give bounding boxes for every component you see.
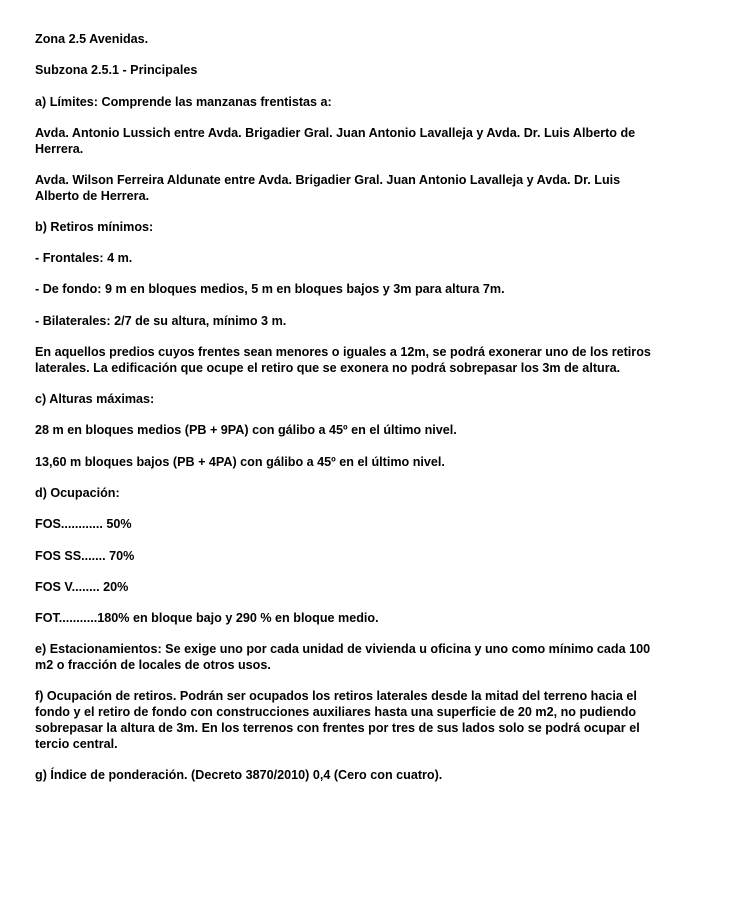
section-d-heading: d) Ocupación: [35,485,120,500]
section-g-weighting-index: g) Índice de ponderación. (Decreto 3870/2010) 0,4 (Cero con cuatro). [35,767,443,782]
section-b-heading: b) Retiros mínimos: [35,219,154,234]
fos-v-value: FOS V........ 20% [35,579,129,594]
section-e-parking: e) Estacionamientos: Se exige uno por cada unidad de vivienda u oficina y uno como mínimo cada 100 m2 o fracción de locales de otros usos. [35,642,651,673]
limit-avenue-2: Avda. Wilson Ferreira Aldunate entre Avda. Brigadier Gral. Juan Antonio Lavalleja y Avda. Dr. Luis Alberto de Herrera. [35,172,621,203]
fot-value: FOT...........180% en bloque bajo y 290 % en bloque medio. [35,611,379,626]
setback-front: - Frontales: 4 m. [35,251,133,266]
setback-lateral: - Bilaterales: 2/7 de su altura, mínimo 3 m. [35,313,287,328]
limit-avenue-1: Avda. Antonio Lussich entre Avda. Brigadier Gral. Juan Antonio Lavalleja y Avda. Dr. Luis Alberto de Herrera. [35,125,636,156]
fos-value: FOS............ 50% [35,517,132,532]
zone-title: Zona 2.5 Avenidas. [35,32,149,46]
document-body [35,32,655,784]
section-c-heading: c) Alturas máximas: [35,392,155,407]
setback-exception: En aquellos predios cuyos frentes sean menores o iguales a 12m, se podrá exonerar uno de los retiros laterales. La edificación que ocupe el retiro que se exonera no podrá sobrepasar los 3m de altura. [35,345,651,375]
subzone-title: Subzona 2.5.1 - Principales [35,63,198,78]
setback-rear: - De fondo: 9 m en bloques medios, 5 m en bloques bajos y 3m para altura 7m. [35,282,505,297]
height-medium-blocks: 28 m en bloques medios (PB + 9PA) con gálibo a 45º en el último nivel. [35,423,457,438]
fos-ss-value: FOS SS....... 70% [35,548,135,563]
section-f-setback-occupation: f) Ocupación de retiros. Podrán ser ocupados los retiros laterales desde la mitad del terreno hacia el fondo y el retiro de fondo con construcciones auxiliares hasta una superficie de 20 m2, no pudiendo sobrepasar la altura de 3m. En los terrenos con frentes por tres de sus lados solo se podrá ocupar el tercio central. [35,689,640,751]
height-low-blocks: 13,60 m bloques bajos (PB + 4PA) con gálibo a 45º en el último nivel. [35,454,445,469]
section-a-heading: a) Límites: Comprende las manzanas frentistas a: [35,94,332,109]
